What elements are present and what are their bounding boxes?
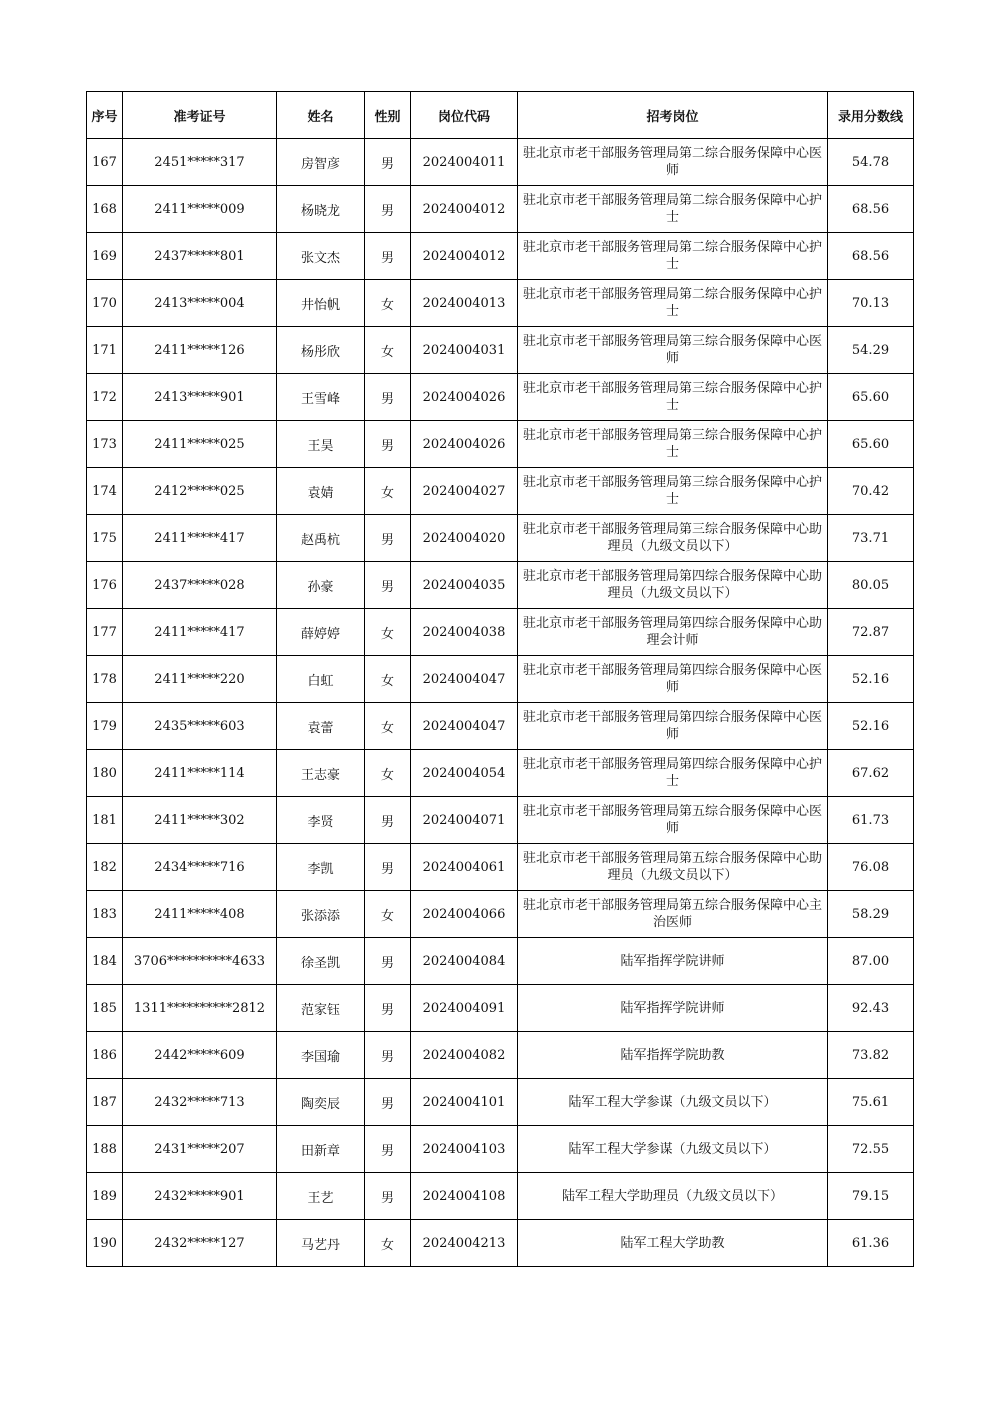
table-row [87,609,914,656]
cell-gender: 男 [365,1079,411,1126]
cell-seq: 179 [87,703,123,750]
cell-name: 徐圣凯 [277,938,365,985]
cell-score: 92.43 [828,985,914,1032]
cell-seq: 187 [87,1079,123,1126]
cell-gender: 女 [365,750,411,797]
cell-seq: 188 [87,1126,123,1173]
cell-score: 61.73 [828,797,914,844]
cell-post-code: 2024004071 [411,797,518,844]
cell-name: 袁蕾 [277,703,365,750]
cell-exam-no: 2437*****801 [123,233,277,280]
cell-score: 67.62 [828,750,914,797]
cell-post-code: 2024004091 [411,985,518,1032]
table-row [87,891,914,938]
cell-seq: 171 [87,327,123,374]
cell-score: 72.87 [828,609,914,656]
cell-name: 陶奕辰 [277,1079,365,1126]
table-row [87,1173,914,1220]
table-row [87,797,914,844]
cell-gender: 女 [365,280,411,327]
cell-post: 驻北京市老干部服务管理局第四综合服务保障中心助理员（九级文员以下） [518,562,828,609]
header-post: 招考岗位 [518,92,828,139]
cell-score: 73.82 [828,1032,914,1079]
cell-gender: 女 [365,891,411,938]
table-row [87,233,914,280]
table-row [87,139,914,186]
cell-name: 张添添 [277,891,365,938]
table-row [87,1220,914,1267]
cell-gender: 女 [365,327,411,374]
cell-name: 王志豪 [277,750,365,797]
cell-name: 李贤 [277,797,365,844]
header-gender: 性别 [365,92,411,139]
cell-exam-no: 2411*****408 [123,891,277,938]
cell-score: 52.16 [828,703,914,750]
cell-post: 驻北京市老干部服务管理局第四综合服务保障中心助理会计师 [518,609,828,656]
cell-exam-no: 2437*****028 [123,562,277,609]
cell-score: 65.60 [828,374,914,421]
cell-name: 杨彤欣 [277,327,365,374]
cell-post: 陆军工程大学助理员（九级文员以下） [518,1173,828,1220]
cell-post: 陆军工程大学助教 [518,1220,828,1267]
cell-seq: 178 [87,656,123,703]
cell-name: 田新章 [277,1126,365,1173]
cell-gender: 男 [365,985,411,1032]
cell-seq: 174 [87,468,123,515]
cell-post: 驻北京市老干部服务管理局第二综合服务保障中心护士 [518,280,828,327]
cell-gender: 男 [365,233,411,280]
cell-post-code: 2024004084 [411,938,518,985]
cell-post: 驻北京市老干部服务管理局第五综合服务保障中心主治医师 [518,891,828,938]
header-post-code: 岗位代码 [411,92,518,139]
table-row [87,656,914,703]
cell-post-code: 2024004031 [411,327,518,374]
cell-gender: 女 [365,468,411,515]
cell-seq: 172 [87,374,123,421]
cell-exam-no: 2432*****901 [123,1173,277,1220]
cell-score: 68.56 [828,186,914,233]
cell-seq: 177 [87,609,123,656]
table-row [87,985,914,1032]
cell-name: 薛婷婷 [277,609,365,656]
cell-name: 王艺 [277,1173,365,1220]
table-row [87,750,914,797]
cell-score: 79.15 [828,1173,914,1220]
cell-score: 54.78 [828,139,914,186]
cell-post-code: 2024004038 [411,609,518,656]
cell-exam-no: 2413*****901 [123,374,277,421]
cell-post-code: 2024004103 [411,1126,518,1173]
cell-gender: 女 [365,703,411,750]
cell-post: 陆军工程大学参谋（九级文员以下） [518,1126,828,1173]
cell-exam-no: 2411*****025 [123,421,277,468]
cell-post: 驻北京市老干部服务管理局第四综合服务保障中心医师 [518,656,828,703]
cell-post-code: 2024004082 [411,1032,518,1079]
cell-exam-no: 2434*****716 [123,844,277,891]
cell-score: 80.05 [828,562,914,609]
cell-gender: 男 [365,421,411,468]
cell-gender: 男 [365,844,411,891]
table-row [87,280,914,327]
cell-exam-no: 3706**********4633 [123,938,277,985]
header-row [87,92,914,139]
cell-score: 75.61 [828,1079,914,1126]
cell-post-code: 2024004047 [411,656,518,703]
cell-gender: 男 [365,1126,411,1173]
cell-exam-no: 2411*****417 [123,515,277,562]
cell-post-code: 2024004020 [411,515,518,562]
cell-seq: 168 [87,186,123,233]
cell-score: 58.29 [828,891,914,938]
cell-score: 61.36 [828,1220,914,1267]
cell-gender: 男 [365,374,411,421]
cell-post: 陆军指挥学院讲师 [518,985,828,1032]
cell-seq: 175 [87,515,123,562]
cell-seq: 183 [87,891,123,938]
table-row [87,1032,914,1079]
cell-post-code: 2024004066 [411,891,518,938]
cell-gender: 男 [365,515,411,562]
cell-post: 陆军工程大学参谋（九级文员以下） [518,1079,828,1126]
cell-post: 驻北京市老干部服务管理局第三综合服务保障中心护士 [518,421,828,468]
cell-exam-no: 2411*****126 [123,327,277,374]
cell-gender: 男 [365,1173,411,1220]
cell-score: 54.29 [828,327,914,374]
cell-seq: 169 [87,233,123,280]
cell-post: 驻北京市老干部服务管理局第三综合服务保障中心护士 [518,468,828,515]
cell-gender: 女 [365,609,411,656]
cell-score: 87.00 [828,938,914,985]
table-row [87,515,914,562]
cell-post-code: 2024004054 [411,750,518,797]
cell-name: 王雪峰 [277,374,365,421]
cell-seq: 182 [87,844,123,891]
cell-exam-no: 2411*****009 [123,186,277,233]
cell-exam-no: 1311**********2812 [123,985,277,1032]
cell-post-code: 2024004012 [411,186,518,233]
cell-score: 76.08 [828,844,914,891]
cell-seq: 185 [87,985,123,1032]
cell-exam-no: 2442*****609 [123,1032,277,1079]
cell-gender: 男 [365,562,411,609]
cell-name: 井怡帆 [277,280,365,327]
cell-post-code: 2024004026 [411,374,518,421]
cell-name: 杨晓龙 [277,186,365,233]
cell-exam-no: 2411*****302 [123,797,277,844]
cell-name: 马艺丹 [277,1220,365,1267]
table-row [87,327,914,374]
cell-exam-no: 2411*****417 [123,609,277,656]
cell-gender: 男 [365,139,411,186]
cell-gender: 男 [365,938,411,985]
cell-gender: 女 [365,1220,411,1267]
table-row [87,421,914,468]
cell-post: 驻北京市老干部服务管理局第三综合服务保障中心护士 [518,374,828,421]
cell-score: 73.71 [828,515,914,562]
cell-post: 驻北京市老干部服务管理局第五综合服务保障中心医师 [518,797,828,844]
table-header [87,92,914,139]
table-row [87,844,914,891]
header-seq: 序号 [87,92,123,139]
cell-seq: 176 [87,562,123,609]
cell-score: 70.42 [828,468,914,515]
cell-post: 驻北京市老干部服务管理局第三综合服务保障中心助理员（九级文员以下） [518,515,828,562]
cell-exam-no: 2451*****317 [123,139,277,186]
cell-name: 范家钰 [277,985,365,1032]
cell-post: 驻北京市老干部服务管理局第四综合服务保障中心护士 [518,750,828,797]
cell-name: 张文杰 [277,233,365,280]
cell-post-code: 2024004013 [411,280,518,327]
cell-gender: 男 [365,797,411,844]
cell-post: 陆军指挥学院讲师 [518,938,828,985]
cell-seq: 180 [87,750,123,797]
cell-post-code: 2024004026 [411,421,518,468]
cell-post-code: 2024004035 [411,562,518,609]
cell-score: 68.56 [828,233,914,280]
cell-score: 65.60 [828,421,914,468]
table-row [87,186,914,233]
cell-exam-no: 2431*****207 [123,1126,277,1173]
cell-gender: 女 [365,656,411,703]
cell-seq: 181 [87,797,123,844]
cell-name: 李凯 [277,844,365,891]
cell-exam-no: 2413*****004 [123,280,277,327]
cell-post: 驻北京市老干部服务管理局第二综合服务保障中心护士 [518,233,828,280]
cell-name: 袁婧 [277,468,365,515]
cell-gender: 男 [365,1032,411,1079]
table-row [87,1126,914,1173]
cell-post-code: 2024004012 [411,233,518,280]
cell-name: 白虹 [277,656,365,703]
cell-post-code: 2024004213 [411,1220,518,1267]
header-name: 姓名 [277,92,365,139]
table-row [87,938,914,985]
cell-post-code: 2024004101 [411,1079,518,1126]
cell-seq: 170 [87,280,123,327]
cell-score: 52.16 [828,656,914,703]
cell-name: 孙豪 [277,562,365,609]
table-row [87,374,914,421]
cell-exam-no: 2411*****114 [123,750,277,797]
cell-post: 驻北京市老干部服务管理局第二综合服务保障中心护士 [518,186,828,233]
cell-name: 李国瑜 [277,1032,365,1079]
table-row [87,468,914,515]
cell-seq: 167 [87,139,123,186]
table-row [87,1079,914,1126]
cell-seq: 189 [87,1173,123,1220]
cell-seq: 184 [87,938,123,985]
cell-gender: 男 [365,186,411,233]
cell-seq: 190 [87,1220,123,1267]
cell-score: 70.13 [828,280,914,327]
cell-post: 驻北京市老干部服务管理局第三综合服务保障中心医师 [518,327,828,374]
cell-name: 王昊 [277,421,365,468]
cell-post-code: 2024004011 [411,139,518,186]
cell-seq: 173 [87,421,123,468]
cell-exam-no: 2411*****220 [123,656,277,703]
admission-score-table [86,91,914,1267]
cell-post-code: 2024004108 [411,1173,518,1220]
cell-name: 房智彦 [277,139,365,186]
cell-seq: 186 [87,1032,123,1079]
header-exam-no: 准考证号 [123,92,277,139]
cell-exam-no: 2432*****713 [123,1079,277,1126]
table-row [87,703,914,750]
cell-post-code: 2024004047 [411,703,518,750]
cell-post: 驻北京市老干部服务管理局第四综合服务保障中心医师 [518,703,828,750]
table-row [87,562,914,609]
table-body [87,139,914,1267]
cell-post: 驻北京市老干部服务管理局第五综合服务保障中心助理员（九级文员以下） [518,844,828,891]
cell-post-code: 2024004061 [411,844,518,891]
cell-score: 72.55 [828,1126,914,1173]
cell-exam-no: 2435*****603 [123,703,277,750]
cell-post: 陆军指挥学院助教 [518,1032,828,1079]
cell-exam-no: 2432*****127 [123,1220,277,1267]
cell-post: 驻北京市老干部服务管理局第二综合服务保障中心医师 [518,139,828,186]
cell-exam-no: 2412*****025 [123,468,277,515]
cell-name: 赵禹杭 [277,515,365,562]
cell-post-code: 2024004027 [411,468,518,515]
header-score: 录用分数线 [828,92,914,139]
